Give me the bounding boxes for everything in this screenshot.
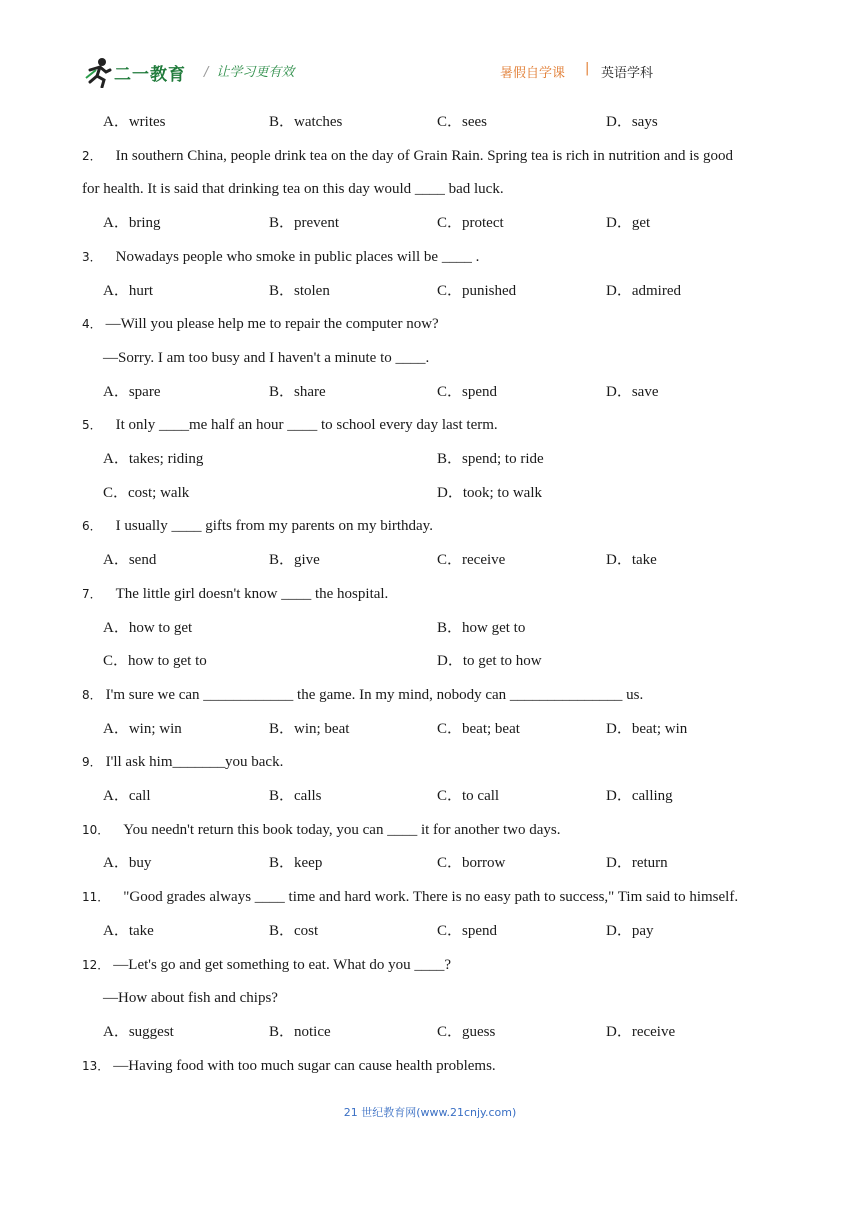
slogan bbox=[204, 61, 294, 80]
question-number: 9． bbox=[82, 755, 102, 770]
question-number: 7． bbox=[82, 586, 102, 601]
question-text: for health. It is said that drinking tea on this day would ____ bad luck. bbox=[82, 181, 504, 198]
question-stem-line bbox=[103, 348, 429, 368]
question-text: I usually ____ gifts from my parents on my birthday. bbox=[115, 518, 433, 535]
question-text: —Will you please help me to repair the computer now? bbox=[105, 316, 439, 333]
question-text: —How about fish and chips? bbox=[103, 990, 278, 1007]
answer-option: B．give bbox=[269, 552, 320, 569]
runner-icon bbox=[84, 56, 114, 88]
question-text: In southern China, people drink tea on the day of Grain Rain. Spring tea is rich in nutrition and is good bbox=[115, 147, 734, 164]
answer-option: B．keep bbox=[269, 855, 323, 872]
answer-option: A．buy bbox=[103, 855, 152, 872]
slogan-text: 让学习更有效 bbox=[216, 65, 295, 80]
answer-option: C．beat; beat bbox=[437, 720, 520, 737]
answer-option: D．took; to walk bbox=[437, 484, 542, 501]
answer-option: D．admired bbox=[606, 282, 681, 299]
question-text: I'll ask him_______you back. bbox=[105, 754, 284, 771]
answer-option: B．prevent bbox=[269, 215, 339, 232]
question-number: 2． bbox=[82, 148, 102, 163]
question-text: You needn't return this book today, you can ____ it for another two days. bbox=[123, 821, 561, 838]
question-stem-line bbox=[82, 685, 643, 705]
question-number: 6． bbox=[82, 519, 102, 534]
answer-option: D．to get to how bbox=[437, 653, 542, 670]
answer-option: A．hurt bbox=[103, 282, 153, 299]
answer-option: C．cost; walk bbox=[103, 484, 190, 501]
answer-option: A．takes; riding bbox=[103, 451, 204, 467]
answer-option: D．take bbox=[606, 552, 657, 569]
answer-option: C．spend bbox=[437, 922, 498, 939]
answer-option: C．how to get to bbox=[103, 653, 207, 670]
answer-option: C．punished bbox=[437, 282, 517, 299]
question-stem-line bbox=[82, 820, 561, 840]
question-number: 3． bbox=[82, 249, 102, 264]
answer-option: D．save bbox=[606, 383, 659, 400]
slogan-slash: / bbox=[204, 65, 209, 80]
question-text: —Having food with too much sugar can cause health problems. bbox=[113, 1057, 496, 1074]
answer-option: C．protect bbox=[437, 215, 504, 232]
answer-option: A．how to get bbox=[103, 619, 193, 636]
question-text: I'm sure we can ____________ the game. In my mind, nobody can _______________ us. bbox=[105, 686, 644, 703]
answer-option: C．sees bbox=[437, 114, 487, 130]
answer-option: A．call bbox=[103, 788, 151, 804]
question-text: —Let's go and get something to eat. What do you ____? bbox=[113, 956, 452, 973]
answer-option: A．bring bbox=[103, 215, 161, 232]
subject-label: 英语学科 bbox=[601, 66, 654, 81]
question-stem-line bbox=[82, 955, 451, 975]
answer-option: A．spare bbox=[103, 383, 161, 400]
answer-option: B．stolen bbox=[269, 282, 330, 299]
answer-option: B．spend; to ride bbox=[437, 451, 544, 467]
question-number: 8． bbox=[82, 687, 102, 702]
answer-option: B．calls bbox=[269, 788, 322, 804]
answer-option: B．share bbox=[269, 383, 326, 400]
answer-option: A．send bbox=[103, 552, 157, 569]
logo-text: 二一教育 bbox=[114, 65, 186, 85]
answer-option: D．get bbox=[606, 215, 651, 232]
question-number: 4． bbox=[82, 317, 102, 332]
answer-option: A．win; win bbox=[103, 720, 182, 737]
answer-option: C．to call bbox=[437, 788, 500, 804]
question-text: —Sorry. I am too busy and I haven't a minute to ____. bbox=[103, 349, 430, 366]
question-stem-line bbox=[82, 584, 388, 604]
answer-option: B．watches bbox=[269, 114, 343, 130]
answer-option: D．receive bbox=[606, 1023, 676, 1040]
answer-option: B．notice bbox=[269, 1023, 331, 1040]
question-number: 10． bbox=[82, 822, 110, 837]
answer-option: B．win; beat bbox=[269, 720, 350, 737]
answer-option: A．writes bbox=[103, 114, 166, 130]
answer-option: D．return bbox=[606, 855, 668, 872]
brand-logo bbox=[84, 56, 194, 90]
answer-option: B．cost bbox=[269, 922, 319, 939]
answer-option: D．calling bbox=[606, 788, 673, 804]
question-number: 12． bbox=[82, 957, 110, 972]
question-stem-line bbox=[82, 1056, 496, 1076]
question-number: 11． bbox=[82, 890, 110, 905]
question-text: Nowadays people who smoke in public places will be ____ . bbox=[115, 248, 480, 265]
answer-option: C．borrow bbox=[437, 855, 506, 872]
question-number: 13． bbox=[82, 1058, 110, 1073]
answer-option: A．take bbox=[103, 922, 154, 939]
course-label: 暑假自学课 bbox=[500, 66, 566, 81]
answer-option: D．pay bbox=[606, 922, 654, 939]
question-text: "Good grades always ____ time and hard work. There is no easy path to success," Tim said to himself. bbox=[123, 889, 739, 906]
question-stem-line bbox=[82, 146, 733, 166]
question-stem-line bbox=[82, 247, 479, 267]
answer-option: A．suggest bbox=[103, 1023, 174, 1040]
answer-option: C．receive bbox=[437, 552, 506, 569]
question-stem-line bbox=[103, 988, 278, 1008]
answer-option: B．how get to bbox=[437, 619, 526, 636]
answer-option: C．spend bbox=[437, 383, 498, 400]
question-stem-line bbox=[82, 314, 439, 334]
page-header bbox=[0, 0, 860, 100]
header-separator: | bbox=[585, 61, 590, 76]
question-stem-line bbox=[82, 887, 738, 907]
question-stem-line bbox=[82, 179, 504, 199]
answer-option: D．beat; win bbox=[606, 720, 688, 737]
question-stem-line bbox=[82, 752, 283, 772]
question-text: It only ____me half an hour ____ to school every day last term. bbox=[115, 417, 498, 434]
question-stem-line bbox=[82, 516, 433, 536]
question-number: 5． bbox=[82, 418, 102, 433]
question-stem-line bbox=[82, 415, 498, 435]
answer-option: C．guess bbox=[437, 1023, 496, 1040]
footer-source: 21 世纪教育网(www.21cnjy.com) bbox=[343, 1106, 517, 1119]
question-text: The little girl doesn't know ____ the hospital. bbox=[115, 585, 389, 602]
answer-option: D．says bbox=[606, 114, 658, 130]
